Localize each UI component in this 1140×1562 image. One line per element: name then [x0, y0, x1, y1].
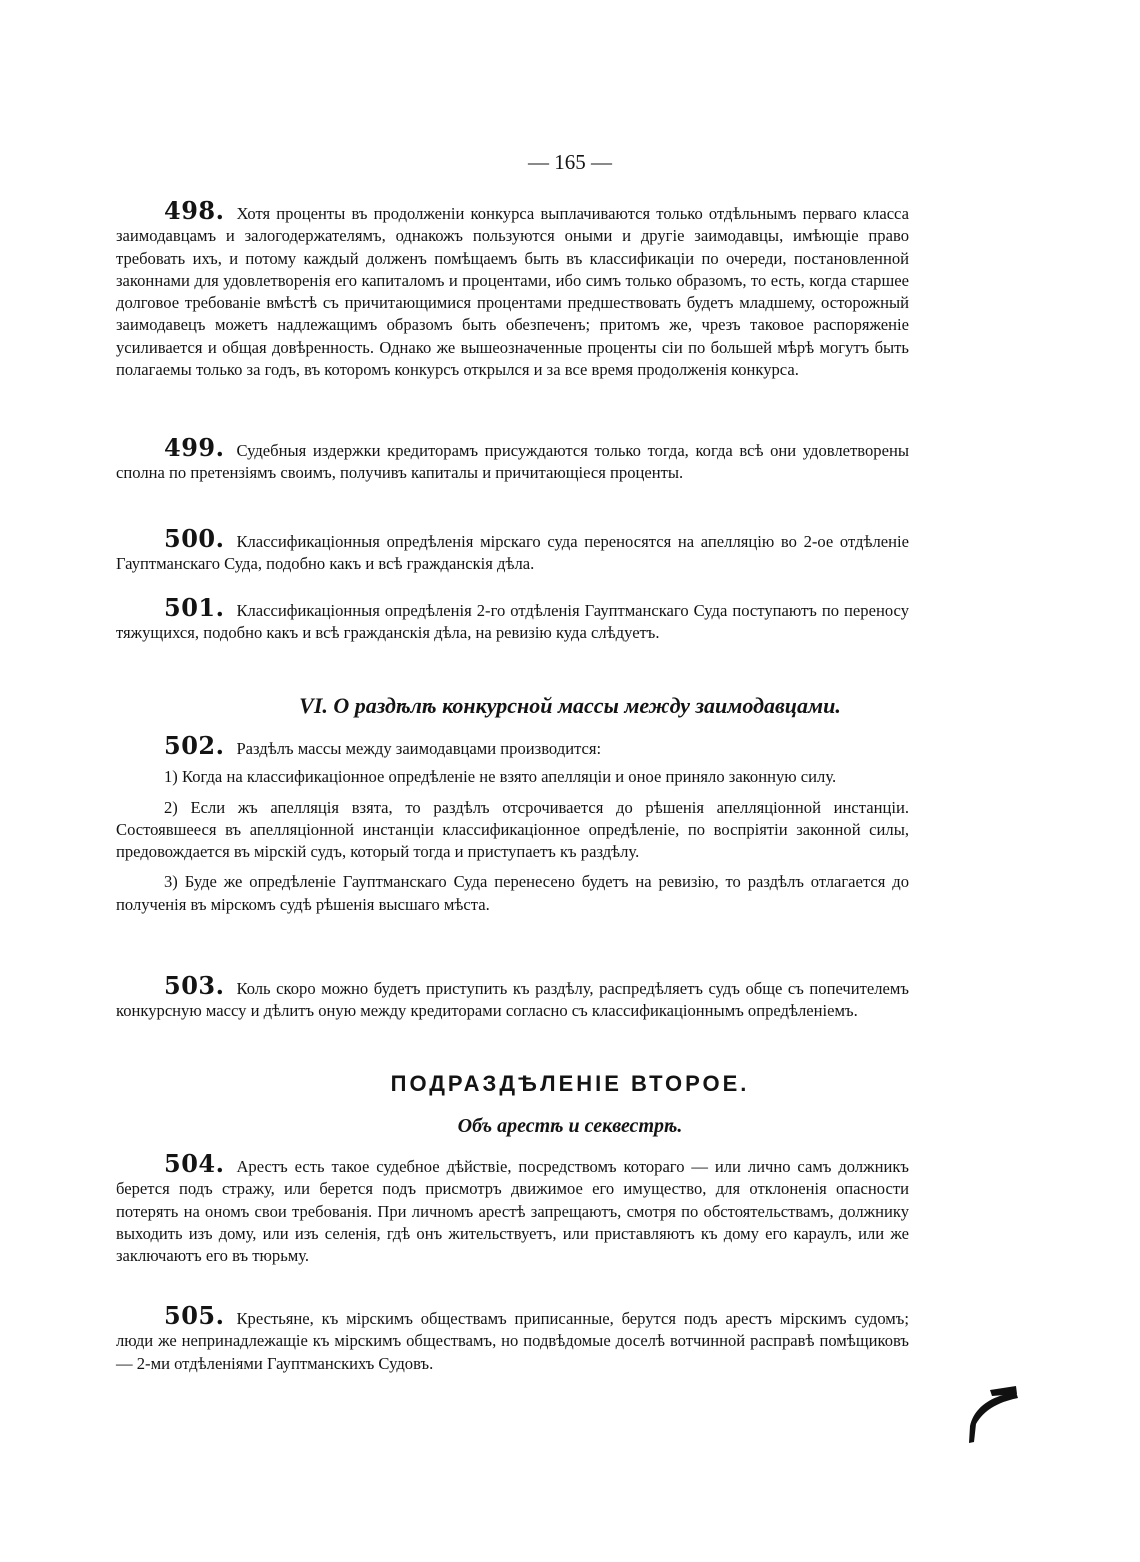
- paragraph-number: 504.: [164, 1149, 225, 1178]
- paragraph-text: Классификаціонныя опредѣленія 2-го отдѣленія Гауптманскаго Суда поступаютъ по переносу тяжущихся, подобно какъ и всѣ гражданскія дѣла, на ревизію куда слѣдуетъ.: [116, 601, 909, 643]
- subsection-subtitle: Объ арестѣ и секвестрѣ.: [457, 1115, 683, 1137]
- paragraph-text: Арестъ есть такое судебное дѣйствіе, посредствомъ котораго — или лично самъ должникъ берется подъ стражу, или берется подъ присмотръ движимое его имущество, для отклоненія опасности потерять на ономъ свои требованія. При личномъ арестѣ запрещаютъ, смотря по обстоятельствамъ, должнику выходить изъ дому, или изъ селенія, гдѣ онъ жительствуетъ, или приставляютъ къ дому его караулъ, или же заключаютъ его въ тюрьму.: [116, 1157, 909, 1266]
- paragraph-number: 502.: [164, 731, 225, 760]
- paragraph-number: 500.: [164, 524, 225, 553]
- paragraph-498: [116, 196, 909, 381]
- paragraph-500: [116, 524, 909, 576]
- paragraph-text: Крестьяне, къ мірскимъ обществамъ приписанные, берутся подъ арестъ мірскимъ судомъ; люди же непринадлежащіе къ мірскимъ обществамъ, но подвѣдомые доселѣ вотчинной расправѣ помѣщиковъ — 2-ми отдѣленіями Гауптманскихъ Судовъ.: [116, 1309, 909, 1373]
- paragraph-text: Коль скоро можно будетъ приступить къ раздѣлу, распредѣляетъ судъ обще съ попечителемъ конкурсную массу и дѣлитъ оную между кредиторами согласно съ классификаціоннымъ опредѣленіемъ.: [116, 979, 909, 1021]
- paragraph-505: [116, 1301, 909, 1375]
- list-item: 2) Если жъ апелляція взята, то раздѣлъ отсрочивается до рѣшенія апелляціонной инстанціи. Состоявшееся въ апелляціонной инстанціи классификаціонное опредѣленіе, по воспріятіи законной силы, предовождается въ мірскій судъ, который тогда и приступаетъ къ раздѣлу.: [116, 797, 909, 862]
- subsection-heading: ПОДРАЗДѢЛЕНІЕ ВТОРОЕ.: [390, 1071, 750, 1096]
- paragraph-number: 499.: [164, 433, 225, 462]
- list-item: 3) Буде же опредѣленіе Гауптманскаго Суда перенесено будетъ на ревизію, то раздѣлъ отлагается до полученія въ мірскомъ судѣ рѣшенія высшаго мѣста.: [116, 872, 909, 914]
- paragraph-502: [116, 731, 909, 916]
- paragraph-number: 501.: [164, 593, 225, 622]
- list-item: 1) Когда на классификаціонное опредѣленіе не взято апелляціи и оное приняло законную силу.: [164, 767, 837, 787]
- paragraph-text: Классификаціонныя опредѣленія мірскаго суда переносятся на апелляцію во 2-ое отдѣленіе Гауптманскаго Суда, подобно какъ и всѣ гражданскія дѣла.: [116, 532, 909, 574]
- paragraph-text: Раздѣлъ массы между заимодавцами производится:: [236, 739, 602, 758]
- section-title: VI. О раздѣлѣ конкурсной массы между заимодавцами.: [299, 693, 841, 718]
- paragraph-text: Хотя проценты въ продолженіи конкурса выплачиваются только отдѣльнымъ перваго класса заимодавцамъ и залогодержателямъ, однакожъ пользуются оными и другіе заимодавцы, имѣющіе право требовать ихъ, и потому каждый долженъ помѣщаемъ быть въ классификаціи по очереди, постановленной законнами для удовлетворенія его капиталомъ и процентами, ибо симъ только образомъ, то есть, когда старшее долговое требованіе вмѣстѣ съ причитающимися процентами предшествовать будетъ младшему, осторожный заимодавецъ можетъ надлежащимъ образомъ быть обезпеченъ; притомъ же, чрезъ таковое распоряженіе усиливается и общая довѣренность. Однако же вышеозначенные проценты сіи по большей мѣрѣ могутъ быть полагаемы только за годъ, въ которомъ конкурсъ открылся и за все время продолженія конкурса.: [116, 204, 909, 380]
- page-number: — 165 —: [528, 150, 612, 174]
- ink-smudge-mark: [960, 1386, 1030, 1446]
- paragraph-504: [116, 1149, 909, 1267]
- paragraph-499: [116, 433, 909, 485]
- paragraph-number: 498.: [164, 196, 225, 225]
- paragraph-503: [116, 971, 909, 1023]
- paragraph-number: 505.: [164, 1301, 225, 1330]
- paragraph-501: [116, 593, 909, 645]
- paragraph-number: 503.: [164, 971, 225, 1000]
- paragraph-text: Судебныя издержки кредиторамъ присуждаются только тогда, когда всѣ они удовлетворены сполна по претензіямъ своимъ, получивъ капиталы и причитающіеся проценты.: [116, 441, 909, 483]
